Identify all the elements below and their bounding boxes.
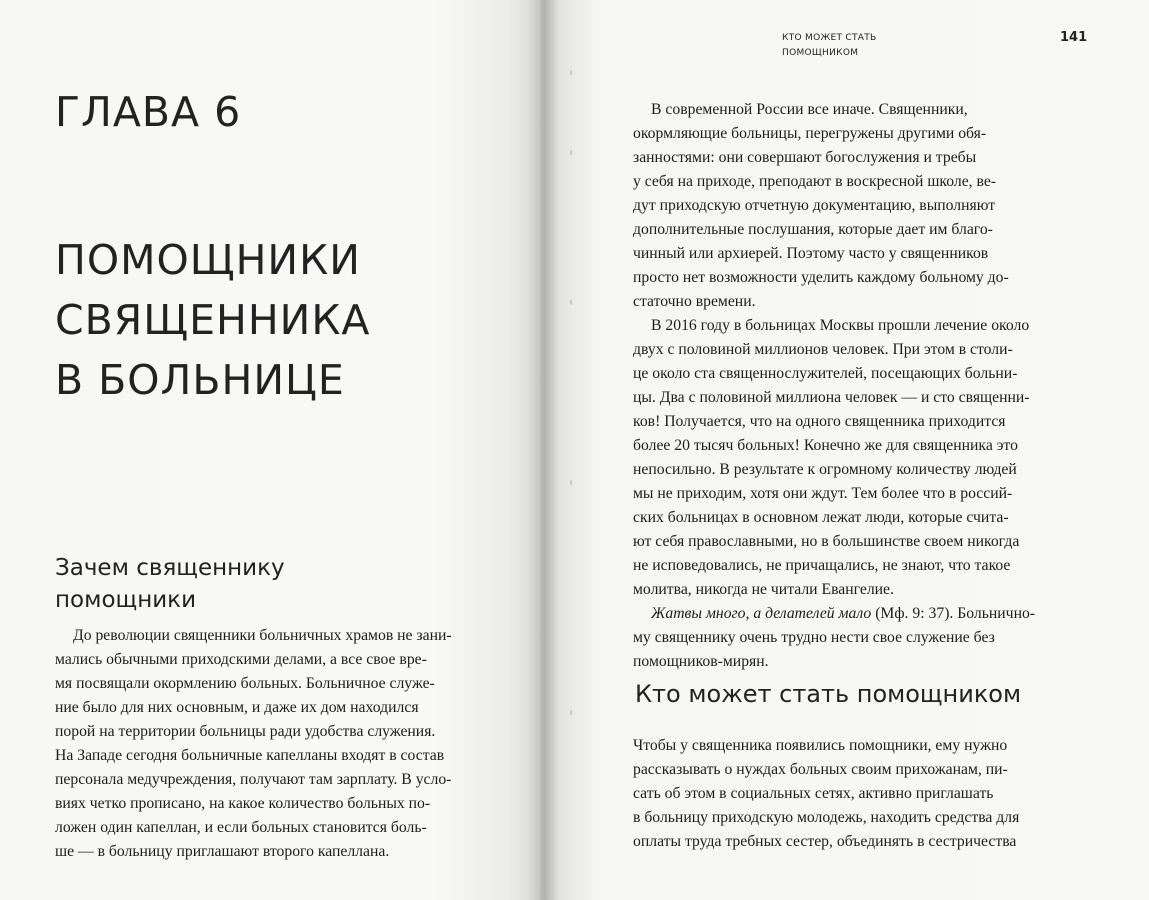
binding-hole <box>570 480 572 485</box>
text-line: ков! Получается, что на одного священника приходится <box>633 413 1006 430</box>
chapter-title-line: В БОЛЬНИЦЕ <box>55 356 345 404</box>
text-line: двух с половиной миллионов человек. При этом в столи- <box>633 341 1013 358</box>
text-line: персонала медучреждения, получают там зарплату. В усло- <box>55 771 452 788</box>
text-line <box>633 602 1035 626</box>
text-line: До революции священники больничных храмов не зани- <box>73 627 452 644</box>
left-body-paragraph <box>55 624 452 864</box>
binding-hole <box>570 710 572 715</box>
right-body-text <box>633 98 1035 674</box>
text-line: мались обычными приходскими делами, а все свое вре- <box>55 651 427 668</box>
text-line: рассказывать о нуждах больных своим прихожанам, пи- <box>633 761 1008 778</box>
text-line: ние было для них основным, и даже их дом находился <box>55 699 419 716</box>
text-line: дут приходскую отчетную документацию, выполняют <box>633 197 996 214</box>
text-line: виях четко прописано, на какое количество больных по- <box>55 795 431 812</box>
running-head-line: ПОМОЩНИКОМ <box>782 48 859 58</box>
text-line: ше — в больницу приглашают второго капеллана. <box>55 843 390 860</box>
text-line: в больницу приходскую молодежь, находить средства для <box>633 809 1020 826</box>
binding-hole <box>570 300 572 305</box>
running-head-line: КТО МОЖЕТ СТАТЬ <box>782 33 877 43</box>
text-line: непосильно. В результате к огромному количеству людей <box>633 461 1017 478</box>
text-line: окормляющие больницы, перегружены другими обя- <box>633 125 987 142</box>
text-line: сать об этом в социальных сетях, активно приглашать <box>633 785 994 802</box>
right-page <box>540 0 1149 900</box>
text-line: На Западе сегодня больничные капелланы входят в состав <box>55 747 445 764</box>
section-heading-who-can-help: Кто может стать помощником <box>635 680 1022 708</box>
text-line: статочно времени. <box>633 293 756 310</box>
text-line: ских больницах в основном лежат люди, которые счита- <box>633 509 1009 526</box>
running-head <box>782 31 877 61</box>
scripture-quote: Жатвы много, а делателей мало <box>651 605 872 622</box>
chapter-title-line: ПОМОЩНИКИ <box>55 236 361 284</box>
chapter-title <box>55 230 370 410</box>
text-line: просто нет возможности уделить каждому больному до- <box>633 269 1009 286</box>
text-line: оплаты труда требных сестер, объединять в сестричества <box>633 833 1017 850</box>
binding-hole <box>570 150 572 155</box>
text-line: порой на территории больницы ради удобства служения. <box>55 723 436 740</box>
text-line: ложен один капеллан, и если больных становится боль- <box>55 819 427 836</box>
text-line: дополнительные послушания, которые дает им благо- <box>633 221 993 238</box>
text-line: молитва, никогда не читали Евангелие. <box>633 581 894 598</box>
chapter-title-line: СВЯЩЕННИКА <box>55 296 371 344</box>
left-page <box>0 0 540 900</box>
binding-hole <box>570 70 572 75</box>
text-line: чинный или архиерей. Поэтому часто у священников <box>633 245 989 262</box>
text-line: не исповедовались, не причащались, не знают, что такое <box>633 557 1011 574</box>
text-line: занностями: они совершают богослужения и требы <box>633 149 977 166</box>
text-line: помощников-мирян. <box>633 653 769 670</box>
text-line: ют себя православными, но в большинстве своем никогда <box>633 533 1020 550</box>
text-line: цы. Два с половиной миллиона человек — и сто священни- <box>633 389 1030 406</box>
section-heading-line: помощники <box>55 587 197 613</box>
section-heading-why-helpers <box>55 552 285 616</box>
text-line: це около ста священнослужителей, посещающих больни- <box>633 365 1018 382</box>
right-body-paragraph <box>633 734 1019 854</box>
text-line: му священнику очень трудно нести свое служение без <box>633 629 995 646</box>
page-number: 141 <box>1060 30 1088 45</box>
text-line: более 20 тысяч больных! Конечно же для священника это <box>633 437 1018 454</box>
text-line: В современной России все иначе. Священники, <box>651 101 968 118</box>
chapter-label: ГЛАВА 6 <box>55 88 242 136</box>
section-heading-line: Зачем священнику <box>55 555 285 581</box>
text-line: у себя на приходе, преподают в воскресной школе, ве- <box>633 173 997 190</box>
text-line: мы не приходим, хотя они ждут. Тем более что в россий- <box>633 485 1013 502</box>
text-line: В 2016 году в больницах Москвы прошли лечение около <box>651 317 1030 334</box>
text-line: мя посвящали окормлению больных. Больничное служе- <box>55 675 435 692</box>
text-fragment: (Мф. 9: 37). Больнично- <box>871 605 1036 622</box>
text-line: Чтобы у священника появились помощники, ему нужно <box>633 737 1008 754</box>
